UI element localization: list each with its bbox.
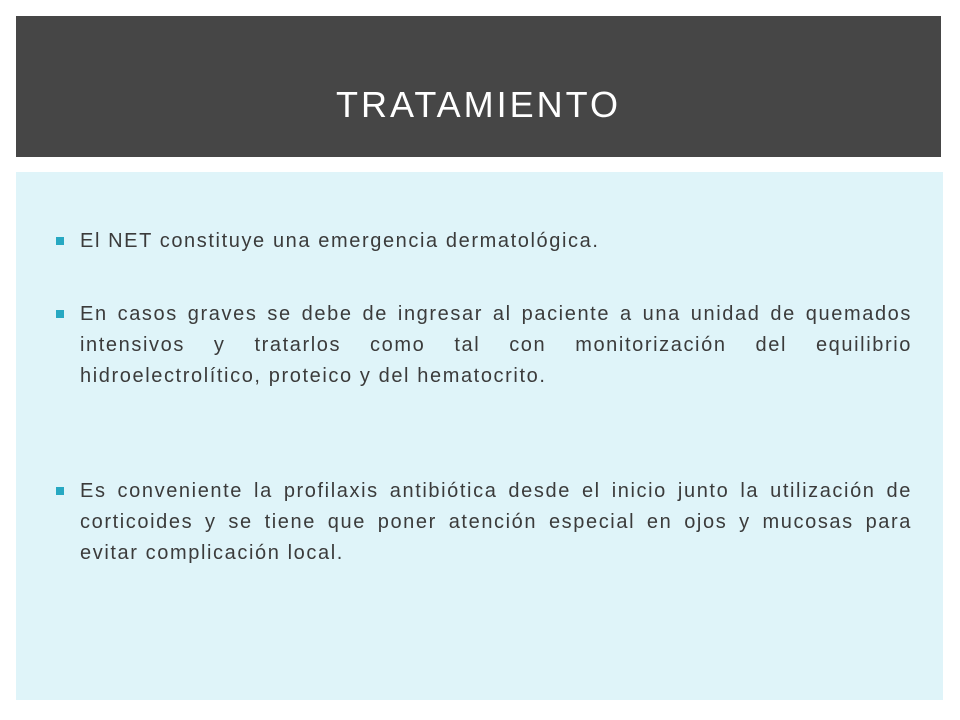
title-bar bbox=[16, 16, 941, 157]
bullet-item bbox=[80, 299, 912, 392]
square-bullet-icon bbox=[56, 487, 64, 495]
bullet-text: Es conveniente la profilaxis antibiótica desde el inicio junto la utilización de corticoides y se tiene que poner atención especial en ojos y mucosas para evitar complicación local. bbox=[80, 480, 912, 564]
bullet-item bbox=[80, 226, 912, 257]
slide-title: TRATAMIENTO bbox=[336, 84, 621, 125]
square-bullet-icon bbox=[56, 237, 64, 245]
bullet-item bbox=[80, 476, 912, 569]
bullet-text: El NET constituye una emergencia dermatológica. bbox=[80, 230, 600, 252]
bullet-text: En casos graves se debe de ingresar al paciente a una unidad de quemados intensivos y tratarlos como tal con monitorización del equilibrio hidroelectrolítico, proteico y del hematocrito. bbox=[80, 303, 912, 387]
content-box bbox=[16, 172, 943, 700]
square-bullet-icon bbox=[56, 310, 64, 318]
